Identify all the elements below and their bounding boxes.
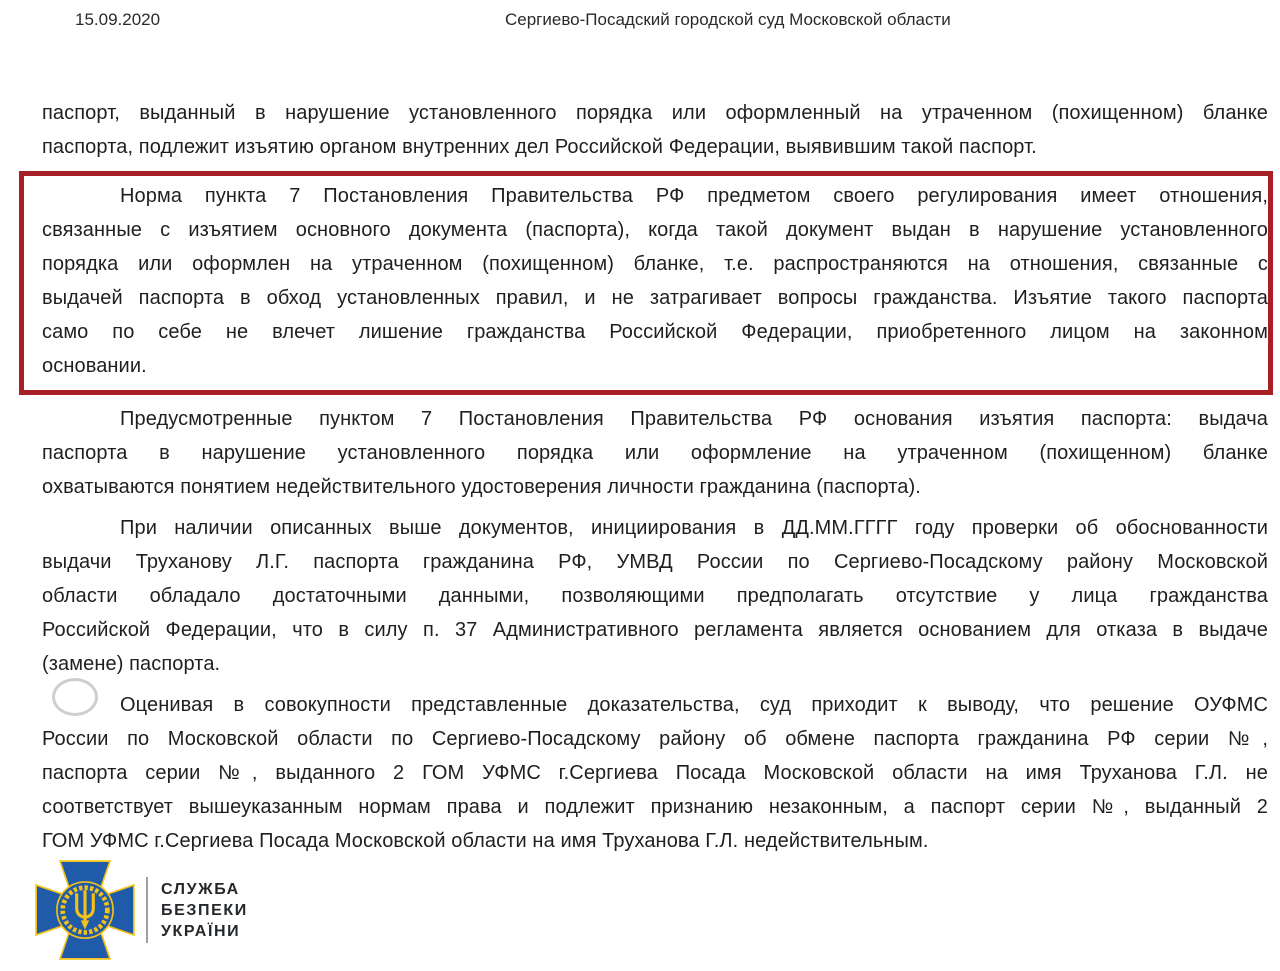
text-line: Оценивая в совокупности представленные доказательства, суд приходит к выводу, что решение ОУФМС [120, 694, 1268, 716]
text-line: При наличии описанных выше документов, инициирования в ДД.ММ.ГГГГ году проверки об обоснованности [120, 517, 1268, 539]
header-date: 15.09.2020 [75, 10, 161, 29]
sbu-emblem-icon [33, 858, 137, 962]
text-line: паспорта, подлежит изъятию органом внутренних дел Российской Федерации, выявившим такой паспорт. [42, 136, 1037, 158]
logo-org-name [161, 879, 248, 942]
header-court-title: Сергиево-Посадский городской суд Московской области [505, 10, 951, 29]
text-line: порядка или оформлен на утраченном (похищенном) бланке, т.е. распространяются на отношения, связанные с [42, 253, 1268, 275]
text-line: выдачей паспорта в обход установленных правил, и не затрагивает вопросы гражданства. Изъятие такого паспорта [42, 287, 1268, 309]
logo-org-line-3: УКРАЇНИ [161, 922, 241, 940]
sbu-logo [33, 858, 248, 962]
document-body [42, 96, 1268, 865]
text-line: соответствует вышеуказанным нормам права и подлежит признанию незаконным, а паспорт серии №, выданный 2 [42, 796, 1268, 818]
text-line: само по себе не влечет лишение гражданства Российской Федерации, приобретенного лицом на законном [42, 321, 1268, 343]
text-line: связанные с изъятием основного документа (паспорта), когда такой документ выдан в нарушение установленного [42, 219, 1268, 241]
paragraph-norm-point-7 [42, 179, 1268, 383]
paragraph-passport-seizure-continuation [42, 96, 1268, 164]
logo-org-line-2: БЕЗПЕКИ [161, 901, 248, 919]
paragraph-grounds-for-seizure [42, 402, 1268, 504]
text-line: Норма пункта 7 Постановления Правительства РФ предметом своего регулирования имеет отношения, [120, 185, 1268, 207]
text-line: России по Московской области по Сергиево-Посадскому району об обмене паспорта гражданина РФ серии №, [42, 728, 1268, 750]
hole-punch-ring-icon [52, 678, 98, 716]
text-line: области обладало достаточными данными, позволяющими предполагать отсутствие у лица гражданства [42, 585, 1268, 607]
red-highlight-box [19, 171, 1273, 395]
text-line: ГОМ УФМС г.Сергиева Посада Московской области на имя Труханова Г.Л. недействительным. [42, 830, 929, 852]
text-line: (замене) паспорта. [42, 653, 221, 675]
text-line: паспорт, выданный в нарушение установленного порядка или оформленный на утраченном (похищенном) бланке [42, 102, 1268, 124]
logo-divider [146, 877, 148, 943]
text-line: паспорта серии №, выданного 2 ГОМ УФМС г.Сергиева Посада Московской области на имя Труханова Г.Л. не [42, 762, 1268, 784]
text-line: выдачи Труханову Л.Г. паспорта гражданина РФ, УМВД России по Сергиево-Посадскому району Московской [42, 551, 1268, 573]
paragraph-court-conclusion [42, 688, 1268, 858]
logo-org-line-1: СЛУЖБА [161, 880, 240, 898]
text-line: основании. [42, 355, 147, 377]
text-line: Предусмотренные пунктом 7 Постановления Правительства РФ основания изъятия паспорта: выдача [120, 408, 1268, 430]
text-line: охватываются понятием недействительного удостоверения личности гражданина (паспорта). [42, 476, 921, 498]
text-line: Российской Федерации, что в силу п. 37 Административного регламента является основанием для отказа в выдаче [42, 619, 1268, 641]
text-line: паспорта в нарушение установленного порядка или оформление на утраченном (похищенном) бланке [42, 442, 1268, 464]
paragraph-verification-grounds [42, 511, 1268, 681]
